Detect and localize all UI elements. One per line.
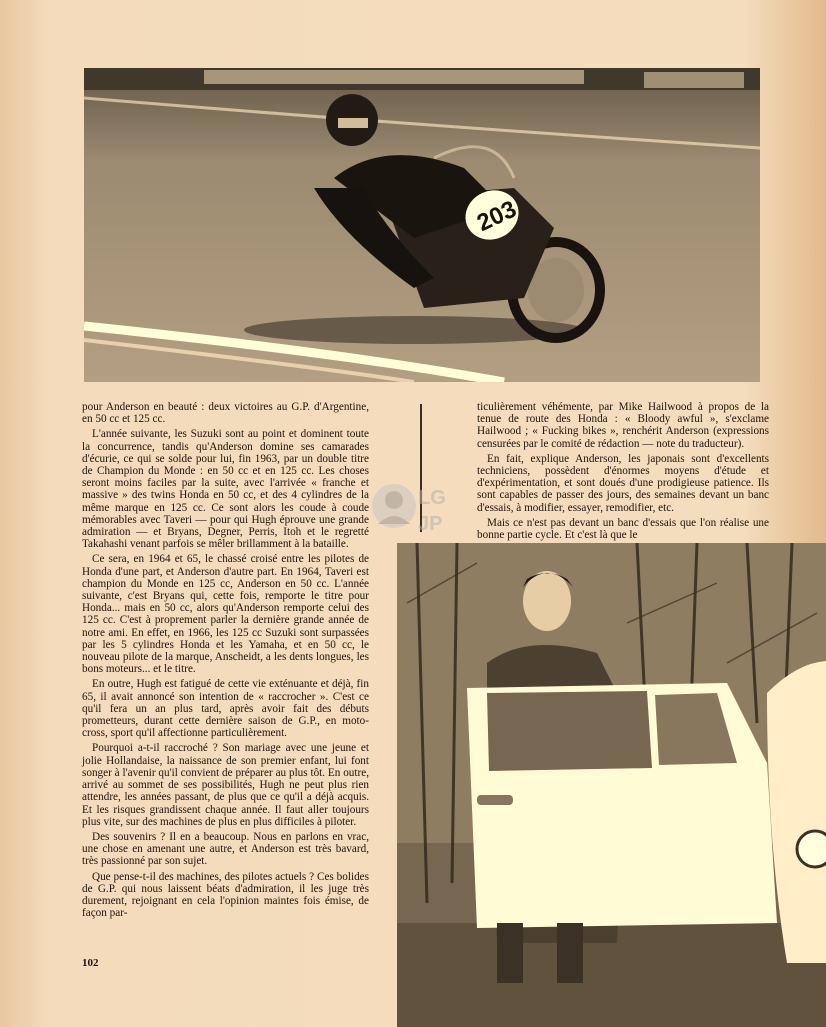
article-paragraph: Ce sera, en 1964 et 65, le chassé croisé entre les pilotes de Honda d'une part, et Anderson d'autre part. En 1964, Taveri est champion du Monde en 125 cc, Anderson en 50 cc. L'année suivante, c'est Bryans qui, cette fois, remporte le titre pour Honda... mais en 50 cc, alors qu'Anderson remporte celui des 125 cc. C'est à proprement parler la dernière grande année de notre ami. En effet, en 1966, les 125 cc Suzuki sont surpassées par les 5 cylindres Honda et les Yamaha, et en 50 cc, le nouveau pilote de la marque, Anscheidt, a les dents longues, les bons moteurs... et le titre. (82, 553, 369, 676)
svg-text:JP: JP (418, 513, 443, 535)
article-paragraph: ticulièrement véhémente, par Mike Hailwood à propos de la tenue de route des Honda : « Bloody awful », s'exclame Hailwood ; « Fucking bikes », renchérit Anderson (expressions censurées par le comité de rédaction — note du traducteur). (477, 401, 769, 450)
article-paragraph: En outre, Hugh est fatigué de cette vie exténuante et déjà, fin 65, il avait annoncé son intention de « raccrocher ». C'est ce qu'il fera un an plus tard, après avoir fait des débuts prometteurs, durant cette dernière saison de G.P., en moto-cross, sport qu'il affectionne particulièrement. (82, 678, 369, 740)
article-column-left (82, 401, 369, 922)
article-paragraph: Que pense-t-il des machines, des pilotes actuels ? Ces bolides de G.P. qui nous laissent béats d'admiration, il les juge très durement, rejoignant en cela l'opinion maintes fois émise, de façon par- (82, 870, 369, 920)
article-paragraph: L'année suivante, les Suzuki sont au point et dominent toute la concurrence, tandis qu'Anderson domine ses camarades d'écurie, ce qui se solde pour lui, fin 1963, par un double titre de Champion du Monde : en 50 cc et en 125 cc. Les choses seront moins faciles par la suite, avec l'arrivée « franche et massive » des twins Honda en 50 cc, et des 4 cylindres de la même marque en 125 cc. Ce sont alors les coude à coude mémorables avec Taveri — pour qui Hugh éprouve une grande admiration — et Bryans, Degner, Perris, Itoh et le regretté Takahashi venant parfois se mêler brillamment à la bataille. (82, 428, 369, 551)
article-paragraph: Mais ce n'est pas devant un banc d'essais que l'on réalise une bonne partie cycle. Et c'est là que le (477, 516, 769, 542)
photo-motorcycle-racer (84, 68, 760, 382)
article-paragraph: Pourquoi a-t-il raccroché ? Son mariage avec une jeune et jolie Hollandaise, la naissance de son premier enfant, lui font songer à l'avenir qu'il convient de préparer au plus tôt. En outre, arrivé au sommet de ses possibilités, Hugh ne peut plus rien attendre, les années passant, de plus que ce qu'il a déjà acquis. Et les risques grandissent chaque année. Il faut aller toujours plus vite, sur des machines de plus en plus difficiles à piloter. (82, 742, 369, 828)
page-number: 102 (82, 957, 99, 969)
article-paragraph: En fait, explique Anderson, les japonais sont d'excellents techniciens, possèdent d'énormes moyens d'étude et d'expérimentation, et sont doués d'une prodigieuse patience. Ils sont capables de passer des jours, des semaines devant un banc d'essais, à modifier, essayer, remodifier, etc. (477, 452, 769, 514)
svg-text:LG: LG (418, 487, 446, 509)
article-column-right (477, 401, 769, 544)
lgjp-watermark-logo (370, 478, 462, 540)
article-paragraph: pour Anderson en beauté : deux victoires au G.P. d'Argentine, en 50 cc et 125 cc. (82, 401, 369, 426)
photo-man-with-car (397, 543, 826, 1027)
article-paragraph: Des souvenirs ? Il en a beaucoup. Nous en parlons en vrac, une chose en amenant une autre, et Anderson est très bavard, très passionné par son sujet. (82, 830, 369, 868)
racing-number: 203 (472, 195, 521, 238)
